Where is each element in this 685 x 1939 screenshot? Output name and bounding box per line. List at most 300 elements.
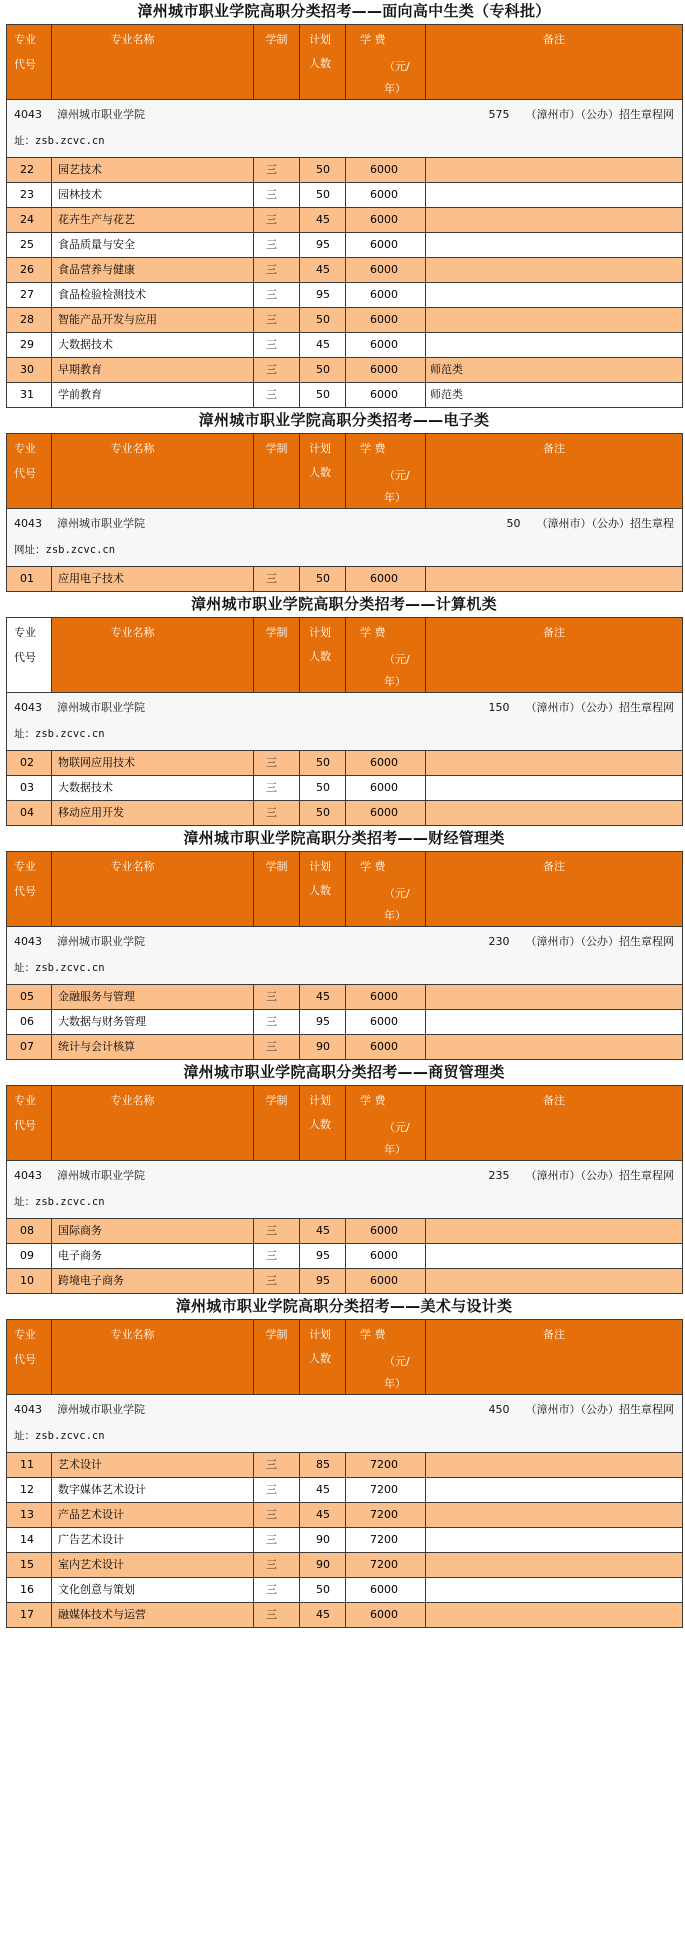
header-duration: 学制 — [254, 1320, 300, 1395]
table-row — [7, 258, 683, 283]
tuition-fee: 6000 — [346, 1244, 426, 1269]
table-row — [7, 1219, 683, 1244]
school-info-row — [7, 1395, 683, 1453]
school-website: 址：zsb.zcvc.cn — [14, 962, 105, 974]
plan-count: 50 — [300, 158, 346, 183]
tuition-fee: 6000 — [346, 308, 426, 333]
duration: 三 — [254, 1269, 300, 1294]
table-row — [7, 1035, 683, 1060]
school-website: 址：zsb.zcvc.cn — [14, 728, 105, 740]
plan-count: 90 — [300, 1553, 346, 1578]
plan-count: 95 — [300, 1269, 346, 1294]
major-code: 11 — [7, 1453, 52, 1478]
tuition-fee: 6000 — [346, 776, 426, 801]
major-code: 08 — [7, 1219, 52, 1244]
table-row — [7, 358, 683, 383]
tuition-fee: 6000 — [346, 383, 426, 408]
major-name: 学前教育 — [52, 383, 254, 408]
plan-count: 45 — [300, 1219, 346, 1244]
school-summary — [489, 927, 675, 957]
school-website: 网址：zsb.zcvc.cn — [14, 544, 116, 556]
duration: 三 — [254, 358, 300, 383]
header-fee-line3: 年） — [384, 82, 406, 95]
school-info-row — [7, 509, 683, 567]
note — [426, 1453, 683, 1478]
plan-count: 45 — [300, 208, 346, 233]
header-row — [7, 1086, 683, 1161]
header-name: 专业名称 — [52, 25, 254, 100]
duration: 三 — [254, 308, 300, 333]
header-code — [7, 618, 52, 693]
note — [426, 333, 683, 358]
tuition-fee: 6000 — [346, 208, 426, 233]
section-title: 漳州城市职业学院高职分类招考——商贸管理类 — [183, 1063, 505, 1081]
school-name: 漳州城市职业学院 — [57, 517, 145, 530]
plan-count: 45 — [300, 258, 346, 283]
duration: 三 — [254, 567, 300, 592]
duration: 三 — [254, 801, 300, 826]
tuition-fee: 7200 — [346, 1503, 426, 1528]
major-code: 17 — [7, 1603, 52, 1628]
note: 师范类 — [426, 358, 683, 383]
duration: 三 — [254, 776, 300, 801]
admissions-document — [6, 0, 682, 1628]
major-code: 01 — [7, 567, 52, 592]
duration: 三 — [254, 183, 300, 208]
table-row — [7, 1453, 683, 1478]
duration: 三 — [254, 1010, 300, 1035]
major-name: 早期教育 — [52, 358, 254, 383]
header-code-line1: 专业 — [14, 860, 36, 873]
section-title: 漳州城市职业学院高职分类招考——财经管理类 — [183, 829, 505, 847]
header-code — [7, 25, 52, 100]
school-website: 址：zsb.zcvc.cn — [14, 1430, 105, 1442]
header-note: 备注 — [426, 25, 683, 100]
table-row — [7, 776, 683, 801]
duration: 三 — [254, 985, 300, 1010]
header-code-line1: 专业 — [14, 626, 36, 639]
header-code — [7, 852, 52, 927]
tuition-fee: 6000 — [346, 158, 426, 183]
major-name: 食品检验检测技术 — [52, 283, 254, 308]
header-code-line1: 专业 — [14, 1094, 36, 1107]
table-row — [7, 1244, 683, 1269]
school-summary — [489, 1395, 675, 1425]
header-note: 备注 — [426, 1320, 683, 1395]
header-fee — [346, 25, 426, 100]
major-code: 28 — [7, 308, 52, 333]
major-name: 电子商务 — [52, 1244, 254, 1269]
tuition-fee: 6000 — [346, 801, 426, 826]
table-row — [7, 567, 683, 592]
note — [426, 1035, 683, 1060]
note — [426, 1219, 683, 1244]
header-code-line1: 专业 — [14, 1328, 36, 1341]
header-code-line2: 代号 — [14, 58, 36, 71]
table-row — [7, 751, 683, 776]
tuition-fee: 6000 — [346, 1603, 426, 1628]
table-row — [7, 1503, 683, 1528]
major-name: 智能产品开发与应用 — [52, 308, 254, 333]
plan-count: 50 — [300, 183, 346, 208]
section-title: 漳州城市职业学院高职分类招考——面向高中生类（专科批） — [137, 2, 551, 20]
major-code: 23 — [7, 183, 52, 208]
duration: 三 — [254, 208, 300, 233]
header-fee-line1: 学 费 — [360, 1328, 386, 1341]
note — [426, 1553, 683, 1578]
major-name: 融媒体技术与运营 — [52, 1603, 254, 1628]
major-code: 31 — [7, 383, 52, 408]
header-code-line1: 专业 — [14, 33, 36, 46]
major-name: 统计与会计核算 — [52, 1035, 254, 1060]
header-code — [7, 434, 52, 509]
enrollment-table — [6, 1319, 683, 1628]
duration: 三 — [254, 1603, 300, 1628]
major-code: 30 — [7, 358, 52, 383]
table-row — [7, 985, 683, 1010]
header-plan — [300, 25, 346, 100]
duration: 三 — [254, 1553, 300, 1578]
major-code: 12 — [7, 1478, 52, 1503]
note — [426, 183, 683, 208]
header-row — [7, 434, 683, 509]
table-row — [7, 308, 683, 333]
header-fee — [346, 852, 426, 927]
school-location-type: （漳州市）（公办）招生章程网 — [525, 1403, 674, 1416]
duration: 三 — [254, 233, 300, 258]
school-info-row — [7, 693, 683, 751]
header-plan-line2: 人数 — [309, 884, 331, 897]
note — [426, 1244, 683, 1269]
note — [426, 1478, 683, 1503]
school-name: 漳州城市职业学院 — [57, 108, 145, 121]
header-plan-line2: 人数 — [309, 57, 331, 70]
major-name: 大数据与财务管理 — [52, 1010, 254, 1035]
major-name: 花卉生产与花艺 — [52, 208, 254, 233]
major-code: 05 — [7, 985, 52, 1010]
major-name: 园艺技术 — [52, 158, 254, 183]
header-duration: 学制 — [254, 434, 300, 509]
header-name: 专业名称 — [52, 852, 254, 927]
plan-count: 45 — [300, 1478, 346, 1503]
table-row — [7, 383, 683, 408]
tuition-fee: 7200 — [346, 1478, 426, 1503]
duration: 三 — [254, 1578, 300, 1603]
duration: 三 — [254, 1219, 300, 1244]
major-name: 国际商务 — [52, 1219, 254, 1244]
duration: 三 — [254, 383, 300, 408]
plan-count: 95 — [300, 233, 346, 258]
note: 师范类 — [426, 383, 683, 408]
major-code: 24 — [7, 208, 52, 233]
tuition-fee: 6000 — [346, 183, 426, 208]
total-plan: 450 — [488, 1403, 510, 1416]
major-name: 室内艺术设计 — [52, 1553, 254, 1578]
plan-count: 50 — [300, 383, 346, 408]
plan-count: 50 — [300, 358, 346, 383]
note — [426, 1503, 683, 1528]
school-location-type: （漳州市）（公办）招生章程网 — [525, 108, 674, 121]
major-code: 15 — [7, 1553, 52, 1578]
tuition-fee: 6000 — [346, 258, 426, 283]
header-fee-line2: （元/ — [384, 60, 410, 73]
major-name: 金融服务与管理 — [52, 985, 254, 1010]
major-code: 25 — [7, 233, 52, 258]
header-name: 专业名称 — [52, 618, 254, 693]
major-name: 移动应用开发 — [52, 801, 254, 826]
school-summary — [489, 100, 675, 130]
header-plan — [300, 1086, 346, 1161]
header-fee — [346, 434, 426, 509]
school-location-type: （漳州市）（公办）招生章程 — [536, 517, 674, 530]
header-plan-line1: 计划 — [309, 442, 331, 455]
major-code: 04 — [7, 801, 52, 826]
header-code — [7, 1320, 52, 1395]
tuition-fee: 6000 — [346, 233, 426, 258]
note — [426, 308, 683, 333]
plan-count: 95 — [300, 1010, 346, 1035]
school-summary — [507, 509, 675, 539]
duration: 三 — [254, 1478, 300, 1503]
table-row — [7, 1578, 683, 1603]
major-name: 大数据技术 — [52, 776, 254, 801]
header-code-line2: 代号 — [14, 467, 36, 480]
header-name: 专业名称 — [52, 1086, 254, 1161]
school-summary — [489, 693, 675, 723]
tuition-fee: 6000 — [346, 1035, 426, 1060]
major-code: 03 — [7, 776, 52, 801]
major-name: 园林技术 — [52, 183, 254, 208]
note — [426, 776, 683, 801]
header-note: 备注 — [426, 1086, 683, 1161]
school-code: 4043 — [14, 1403, 42, 1416]
school-code: 4043 — [14, 935, 42, 948]
note — [426, 258, 683, 283]
header-name: 专业名称 — [52, 434, 254, 509]
header-plan-line2: 人数 — [309, 1352, 331, 1365]
duration: 三 — [254, 283, 300, 308]
enrollment-table — [6, 433, 683, 592]
school-code: 4043 — [14, 1169, 42, 1182]
header-code-line2: 代号 — [14, 885, 36, 898]
school-name: 漳州城市职业学院 — [57, 701, 145, 714]
school-location-type: （漳州市）（公办）招生章程网 — [525, 1169, 674, 1182]
tuition-fee: 6000 — [346, 567, 426, 592]
note — [426, 1603, 683, 1628]
header-plan-line1: 计划 — [309, 1094, 331, 1107]
major-name: 产品艺术设计 — [52, 1503, 254, 1528]
header-plan-line1: 计划 — [309, 33, 331, 46]
total-plan: 230 — [488, 935, 510, 948]
header-fee-line3: 年） — [384, 909, 406, 922]
header-fee-line2: （元/ — [384, 1121, 410, 1134]
header-duration: 学制 — [254, 618, 300, 693]
tuition-fee: 6000 — [346, 1219, 426, 1244]
header-code-line2: 代号 — [14, 651, 36, 664]
header-plan-line1: 计划 — [309, 860, 331, 873]
school-location-type: （漳州市）（公办）招生章程网 — [525, 935, 674, 948]
school-name: 漳州城市职业学院 — [57, 1403, 145, 1416]
header-duration: 学制 — [254, 852, 300, 927]
header-fee-line3: 年） — [384, 491, 406, 504]
plan-count: 45 — [300, 333, 346, 358]
major-code: 16 — [7, 1578, 52, 1603]
total-plan: 575 — [488, 108, 510, 121]
duration: 三 — [254, 333, 300, 358]
note — [426, 567, 683, 592]
header-fee-line1: 学 费 — [360, 626, 386, 639]
section-title: 漳州城市职业学院高职分类招考——电子类 — [198, 411, 490, 429]
major-name: 广告艺术设计 — [52, 1528, 254, 1553]
header-row — [7, 25, 683, 100]
header-row — [7, 1320, 683, 1395]
header-fee-line3: 年） — [384, 1143, 406, 1156]
duration: 三 — [254, 1244, 300, 1269]
table-row — [7, 283, 683, 308]
total-plan: 235 — [488, 1169, 510, 1182]
note — [426, 751, 683, 776]
plan-count: 85 — [300, 1453, 346, 1478]
header-code — [7, 1086, 52, 1161]
major-name: 应用电子技术 — [52, 567, 254, 592]
table-row — [7, 233, 683, 258]
header-fee-line3: 年） — [384, 675, 406, 688]
major-name: 文化创意与策划 — [52, 1578, 254, 1603]
major-name: 跨境电子商务 — [52, 1269, 254, 1294]
note — [426, 801, 683, 826]
header-name: 专业名称 — [52, 1320, 254, 1395]
note — [426, 1528, 683, 1553]
tuition-fee: 7200 — [346, 1453, 426, 1478]
header-code-line2: 代号 — [14, 1119, 36, 1132]
header-duration: 学制 — [254, 25, 300, 100]
school-code: 4043 — [14, 701, 42, 714]
major-code: 13 — [7, 1503, 52, 1528]
header-fee-line3: 年） — [384, 1377, 406, 1390]
header-plan — [300, 1320, 346, 1395]
section-title: 漳州城市职业学院高职分类招考——美术与设计类 — [175, 1297, 513, 1315]
table-row — [7, 1269, 683, 1294]
note — [426, 985, 683, 1010]
header-duration: 学制 — [254, 1086, 300, 1161]
plan-count: 50 — [300, 776, 346, 801]
plan-count: 90 — [300, 1528, 346, 1553]
total-plan: 150 — [488, 701, 510, 714]
enrollment-table — [6, 851, 683, 1060]
major-code: 09 — [7, 1244, 52, 1269]
header-plan-line2: 人数 — [309, 1118, 331, 1131]
table-row — [7, 183, 683, 208]
header-row — [7, 852, 683, 927]
major-code: 22 — [7, 158, 52, 183]
tuition-fee: 7200 — [346, 1553, 426, 1578]
duration: 三 — [254, 751, 300, 776]
major-code: 27 — [7, 283, 52, 308]
school-code: 4043 — [14, 517, 42, 530]
header-fee-line2: （元/ — [384, 653, 410, 666]
tuition-fee: 6000 — [346, 1269, 426, 1294]
school-info-row — [7, 100, 683, 158]
plan-count: 95 — [300, 1244, 346, 1269]
table-row — [7, 333, 683, 358]
major-name: 物联网应用技术 — [52, 751, 254, 776]
school-name: 漳州城市职业学院 — [57, 935, 145, 948]
header-plan-line1: 计划 — [309, 626, 331, 639]
header-fee — [346, 1086, 426, 1161]
section-title: 漳州城市职业学院高职分类招考——计算机类 — [190, 595, 497, 613]
plan-count: 50 — [300, 308, 346, 333]
header-fee-line1: 学 费 — [360, 442, 386, 455]
tuition-fee: 6000 — [346, 283, 426, 308]
major-code: 26 — [7, 258, 52, 283]
total-plan: 50 — [506, 517, 521, 530]
header-plan — [300, 434, 346, 509]
enrollment-table — [6, 617, 683, 826]
major-code: 02 — [7, 751, 52, 776]
duration: 三 — [254, 1035, 300, 1060]
tuition-fee: 7200 — [346, 1528, 426, 1553]
major-code: 29 — [7, 333, 52, 358]
header-fee-line1: 学 费 — [360, 860, 386, 873]
major-name: 食品质量与安全 — [52, 233, 254, 258]
header-fee — [346, 618, 426, 693]
header-note: 备注 — [426, 618, 683, 693]
header-note: 备注 — [426, 434, 683, 509]
table-row — [7, 801, 683, 826]
tuition-fee: 6000 — [346, 1010, 426, 1035]
major-name: 艺术设计 — [52, 1453, 254, 1478]
major-name: 数字媒体艺术设计 — [52, 1478, 254, 1503]
duration: 三 — [254, 1528, 300, 1553]
major-name: 大数据技术 — [52, 333, 254, 358]
header-plan-line2: 人数 — [309, 650, 331, 663]
header-fee-line2: （元/ — [384, 1355, 410, 1368]
plan-count: 45 — [300, 1503, 346, 1528]
header-code-line2: 代号 — [14, 1353, 36, 1366]
table-row — [7, 1478, 683, 1503]
plan-count: 50 — [300, 1578, 346, 1603]
header-fee-line2: （元/ — [384, 887, 410, 900]
duration: 三 — [254, 1453, 300, 1478]
plan-count: 50 — [300, 801, 346, 826]
major-code: 14 — [7, 1528, 52, 1553]
major-code: 07 — [7, 1035, 52, 1060]
header-plan — [300, 618, 346, 693]
header-row — [7, 618, 683, 693]
school-website: 址：zsb.zcvc.cn — [14, 1196, 105, 1208]
plan-count: 45 — [300, 985, 346, 1010]
header-plan-line1: 计划 — [309, 1328, 331, 1341]
table-row — [7, 158, 683, 183]
note — [426, 1010, 683, 1035]
note — [426, 283, 683, 308]
table-row — [7, 1603, 683, 1628]
school-location-type: （漳州市）（公办）招生章程网 — [525, 701, 674, 714]
enrollment-table — [6, 24, 683, 408]
duration: 三 — [254, 1503, 300, 1528]
school-website: 址：zsb.zcvc.cn — [14, 135, 105, 147]
school-name: 漳州城市职业学院 — [57, 1169, 145, 1182]
note — [426, 1578, 683, 1603]
header-fee-line1: 学 费 — [360, 1094, 386, 1107]
note — [426, 1269, 683, 1294]
school-code: 4043 — [14, 108, 42, 121]
major-code: 10 — [7, 1269, 52, 1294]
tuition-fee: 6000 — [346, 751, 426, 776]
plan-count: 50 — [300, 567, 346, 592]
table-row — [7, 1528, 683, 1553]
plan-count: 50 — [300, 751, 346, 776]
